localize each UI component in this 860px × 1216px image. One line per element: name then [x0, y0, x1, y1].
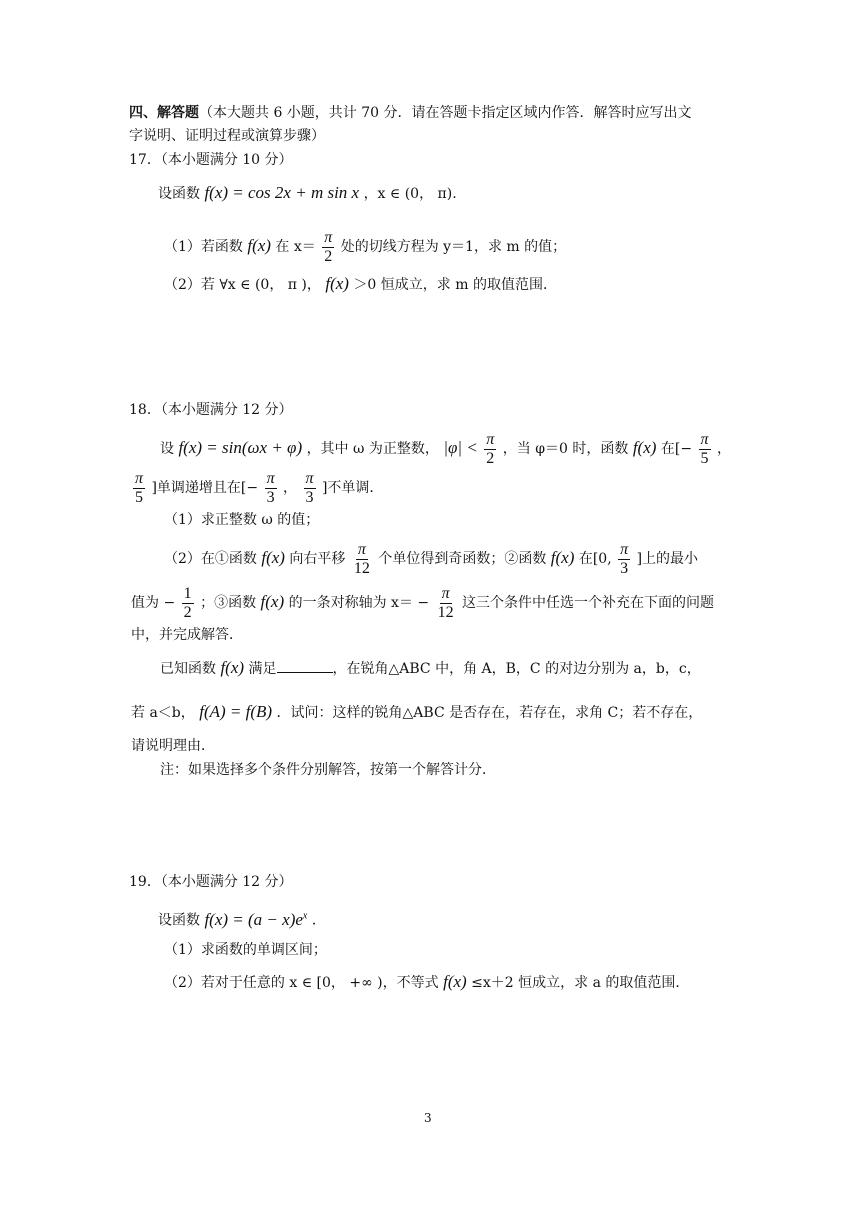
q18-l1-text-c: ，当 φ＝0 时，函数	[502, 441, 629, 457]
q19-part2	[164, 972, 689, 993]
fraction-denominator: 12	[353, 559, 370, 577]
q18-l7-text-b: 满足	[248, 661, 277, 677]
q18-line8	[131, 702, 702, 723]
q19-p2-text-a: （2）若对于任意的 x ∈ [0， +∞ )，不等式	[164, 975, 439, 991]
fraction-numerator: π	[305, 469, 314, 487]
q18-l2-fraction2	[265, 470, 277, 507]
q19-stem-formula	[204, 910, 307, 929]
fraction-numerator: π	[700, 430, 709, 448]
q18-p2-text-a: （2）在①函数	[164, 551, 257, 567]
q18-l2-text-b: ，	[283, 480, 298, 496]
section-title: 四、解答题	[129, 105, 199, 121]
q18-p2-fraction2	[618, 541, 630, 578]
q19-formula-exponent: x	[302, 910, 308, 921]
q18-part1: （1）求正整数 ω 的值；	[164, 512, 320, 528]
q18-l2-text-c: ]不单调．	[321, 480, 384, 496]
q17-stem-text: 设函数	[158, 186, 200, 202]
q17-header: 17．（本小题满分 10 分）	[129, 152, 293, 168]
q18-header: 18．（本小题满分 12 分）	[129, 402, 293, 418]
q18-l1-text-a: 设	[160, 441, 174, 457]
q19-formula-base: f(x) = (a − x)e	[204, 909, 303, 929]
fraction-denominator: 5	[135, 488, 143, 506]
q18-l5-text-b: ；③函数	[200, 595, 257, 611]
q18-l5-fraction2	[436, 585, 456, 622]
fraction-denominator: 3	[266, 488, 275, 506]
q18-line7	[160, 658, 701, 679]
q18-part2	[164, 536, 698, 581]
q17-stem-domain: ，x ∈ (0， π).	[363, 186, 457, 202]
q17-p1-fraction	[322, 229, 334, 266]
page-number: 3	[424, 1111, 432, 1125]
fraction-numerator: π	[266, 469, 275, 487]
q18-l2-fraction3	[304, 470, 316, 507]
q18-l1-fx: f(x)	[632, 438, 657, 457]
q17-stem-formula: f(x) = cos 2x + m sin x	[204, 183, 360, 202]
q18-l5-text-a: 值为 −	[131, 595, 176, 611]
q18-p2-fx: f(x)	[261, 548, 285, 567]
q18-l7-fx: f(x)	[220, 658, 245, 677]
q19-header: 19．（本小题满分 12 分）	[129, 874, 293, 890]
q17-p1-text-c: 处的切线方程为 y＝1，求 m 的值；	[340, 239, 567, 255]
q17-p2-text-a: （2）若 ∀x ∈ (0， π )，	[164, 277, 321, 293]
q18-p2-fraction	[352, 541, 372, 578]
q18-line1	[160, 426, 731, 471]
q17-p2-text-b: ＞0 恒成立，求 m 的取值范围．	[353, 277, 557, 293]
fraction-numerator: 1	[183, 584, 192, 602]
fraction-numerator: π	[441, 584, 450, 602]
section-description: （本大题共 6 小题，共计 70 分．请在答题卡指定区域内作答．解答时应写出文	[199, 105, 692, 121]
q17-stem	[158, 183, 457, 204]
q19-stem	[158, 906, 326, 931]
fraction-numerator: π	[135, 469, 144, 487]
q18-l7-text-a: 已知函数	[160, 661, 216, 677]
q19-stem-text: 设函数	[158, 912, 200, 929]
fraction-denominator: 2	[183, 603, 192, 621]
q19-p2-text-b: ≤x＋2 恒成立，求 a 的取值范围．	[471, 975, 690, 991]
q17-p2-fx: f(x)	[325, 274, 349, 293]
q18-l2-text-a: ]单调递增且在[−	[151, 480, 259, 496]
q18-l1-text-e: ，	[717, 441, 731, 457]
q18-l1-fraction	[484, 431, 496, 468]
q18-l5-text-d: 这三个条件中任选一个补充在下面的问题	[462, 595, 715, 611]
fraction-numerator: π	[486, 430, 495, 448]
fraction-denominator: 5	[700, 449, 709, 467]
q18-l8-text-b: ．试问：这样的锐角△ABC 是否存在，若存在，求角 C；若不存在，	[276, 705, 703, 721]
q18-l1-formula: f(x) = sin(ωx + φ)	[178, 438, 303, 457]
q17-p1-text-a: （1）若函数	[164, 239, 243, 255]
q18-line5	[131, 580, 714, 625]
q18-l8-text-a: 若 a＜b，	[131, 705, 195, 721]
fraction-denominator: 3	[620, 559, 629, 577]
q18-l5-fx: f(x)	[260, 592, 285, 611]
q18-p2-text-d: 在[0,	[578, 551, 612, 567]
q18-l1-text-d: 在[−	[660, 441, 693, 457]
fill-in-blank	[277, 658, 333, 673]
q18-line2	[131, 466, 383, 510]
q18-l7-text-c: ，在锐角△ABC 中，角 A，B，C 的对边分别为 a，b，c，	[332, 661, 701, 677]
q18-l2-fraction	[133, 470, 145, 507]
q19-stem-end: ．	[311, 912, 326, 929]
q18-note: 注：如果选择多个条件分别解答，按第一个解答计分．	[160, 762, 496, 778]
q19-p2-fx: f(x)	[443, 972, 467, 991]
q19-part1: （1）求函数的单调区间；	[164, 942, 327, 958]
fraction-denominator: 12	[437, 603, 454, 621]
q18-line6: 中，并完成解答．	[131, 627, 243, 643]
q17-p1-fx: f(x)	[247, 236, 271, 255]
q18-p2-fx2: f(x)	[550, 548, 575, 567]
q18-p2-text-e: ]上的最小	[636, 551, 699, 567]
fraction-numerator: π	[620, 540, 629, 558]
section-header	[129, 103, 692, 123]
q18-line9: 请说明理由．	[131, 738, 215, 754]
fraction-denominator: 2	[324, 247, 333, 265]
q18-l1-text-b: ，其中 ω 为正整数，	[306, 441, 439, 457]
q17-part1	[164, 224, 566, 269]
q18-p2-text-c: 个单位得到奇函数；②函数	[378, 551, 547, 567]
section-description-cont: 字说明、证明过程或演算步骤）	[129, 128, 325, 144]
fraction-numerator: π	[324, 228, 333, 246]
q17-p1-text-b: 在 x＝	[275, 239, 316, 255]
q18-l1-fraction2	[699, 431, 711, 468]
fraction-denominator: 3	[305, 488, 314, 506]
q18-l8-formula: f(A) = f(B)	[199, 702, 273, 721]
fraction-denominator: 2	[486, 449, 495, 467]
q17-part2	[164, 274, 557, 295]
q18-l5-fraction	[182, 585, 194, 622]
q18-l1-abs: |φ| <	[443, 438, 478, 457]
q18-l5-text-c: 的一条对称轴为 x＝ −	[288, 595, 430, 611]
q18-p2-text-b: 向右平移	[289, 551, 346, 567]
fraction-numerator: π	[357, 540, 366, 558]
